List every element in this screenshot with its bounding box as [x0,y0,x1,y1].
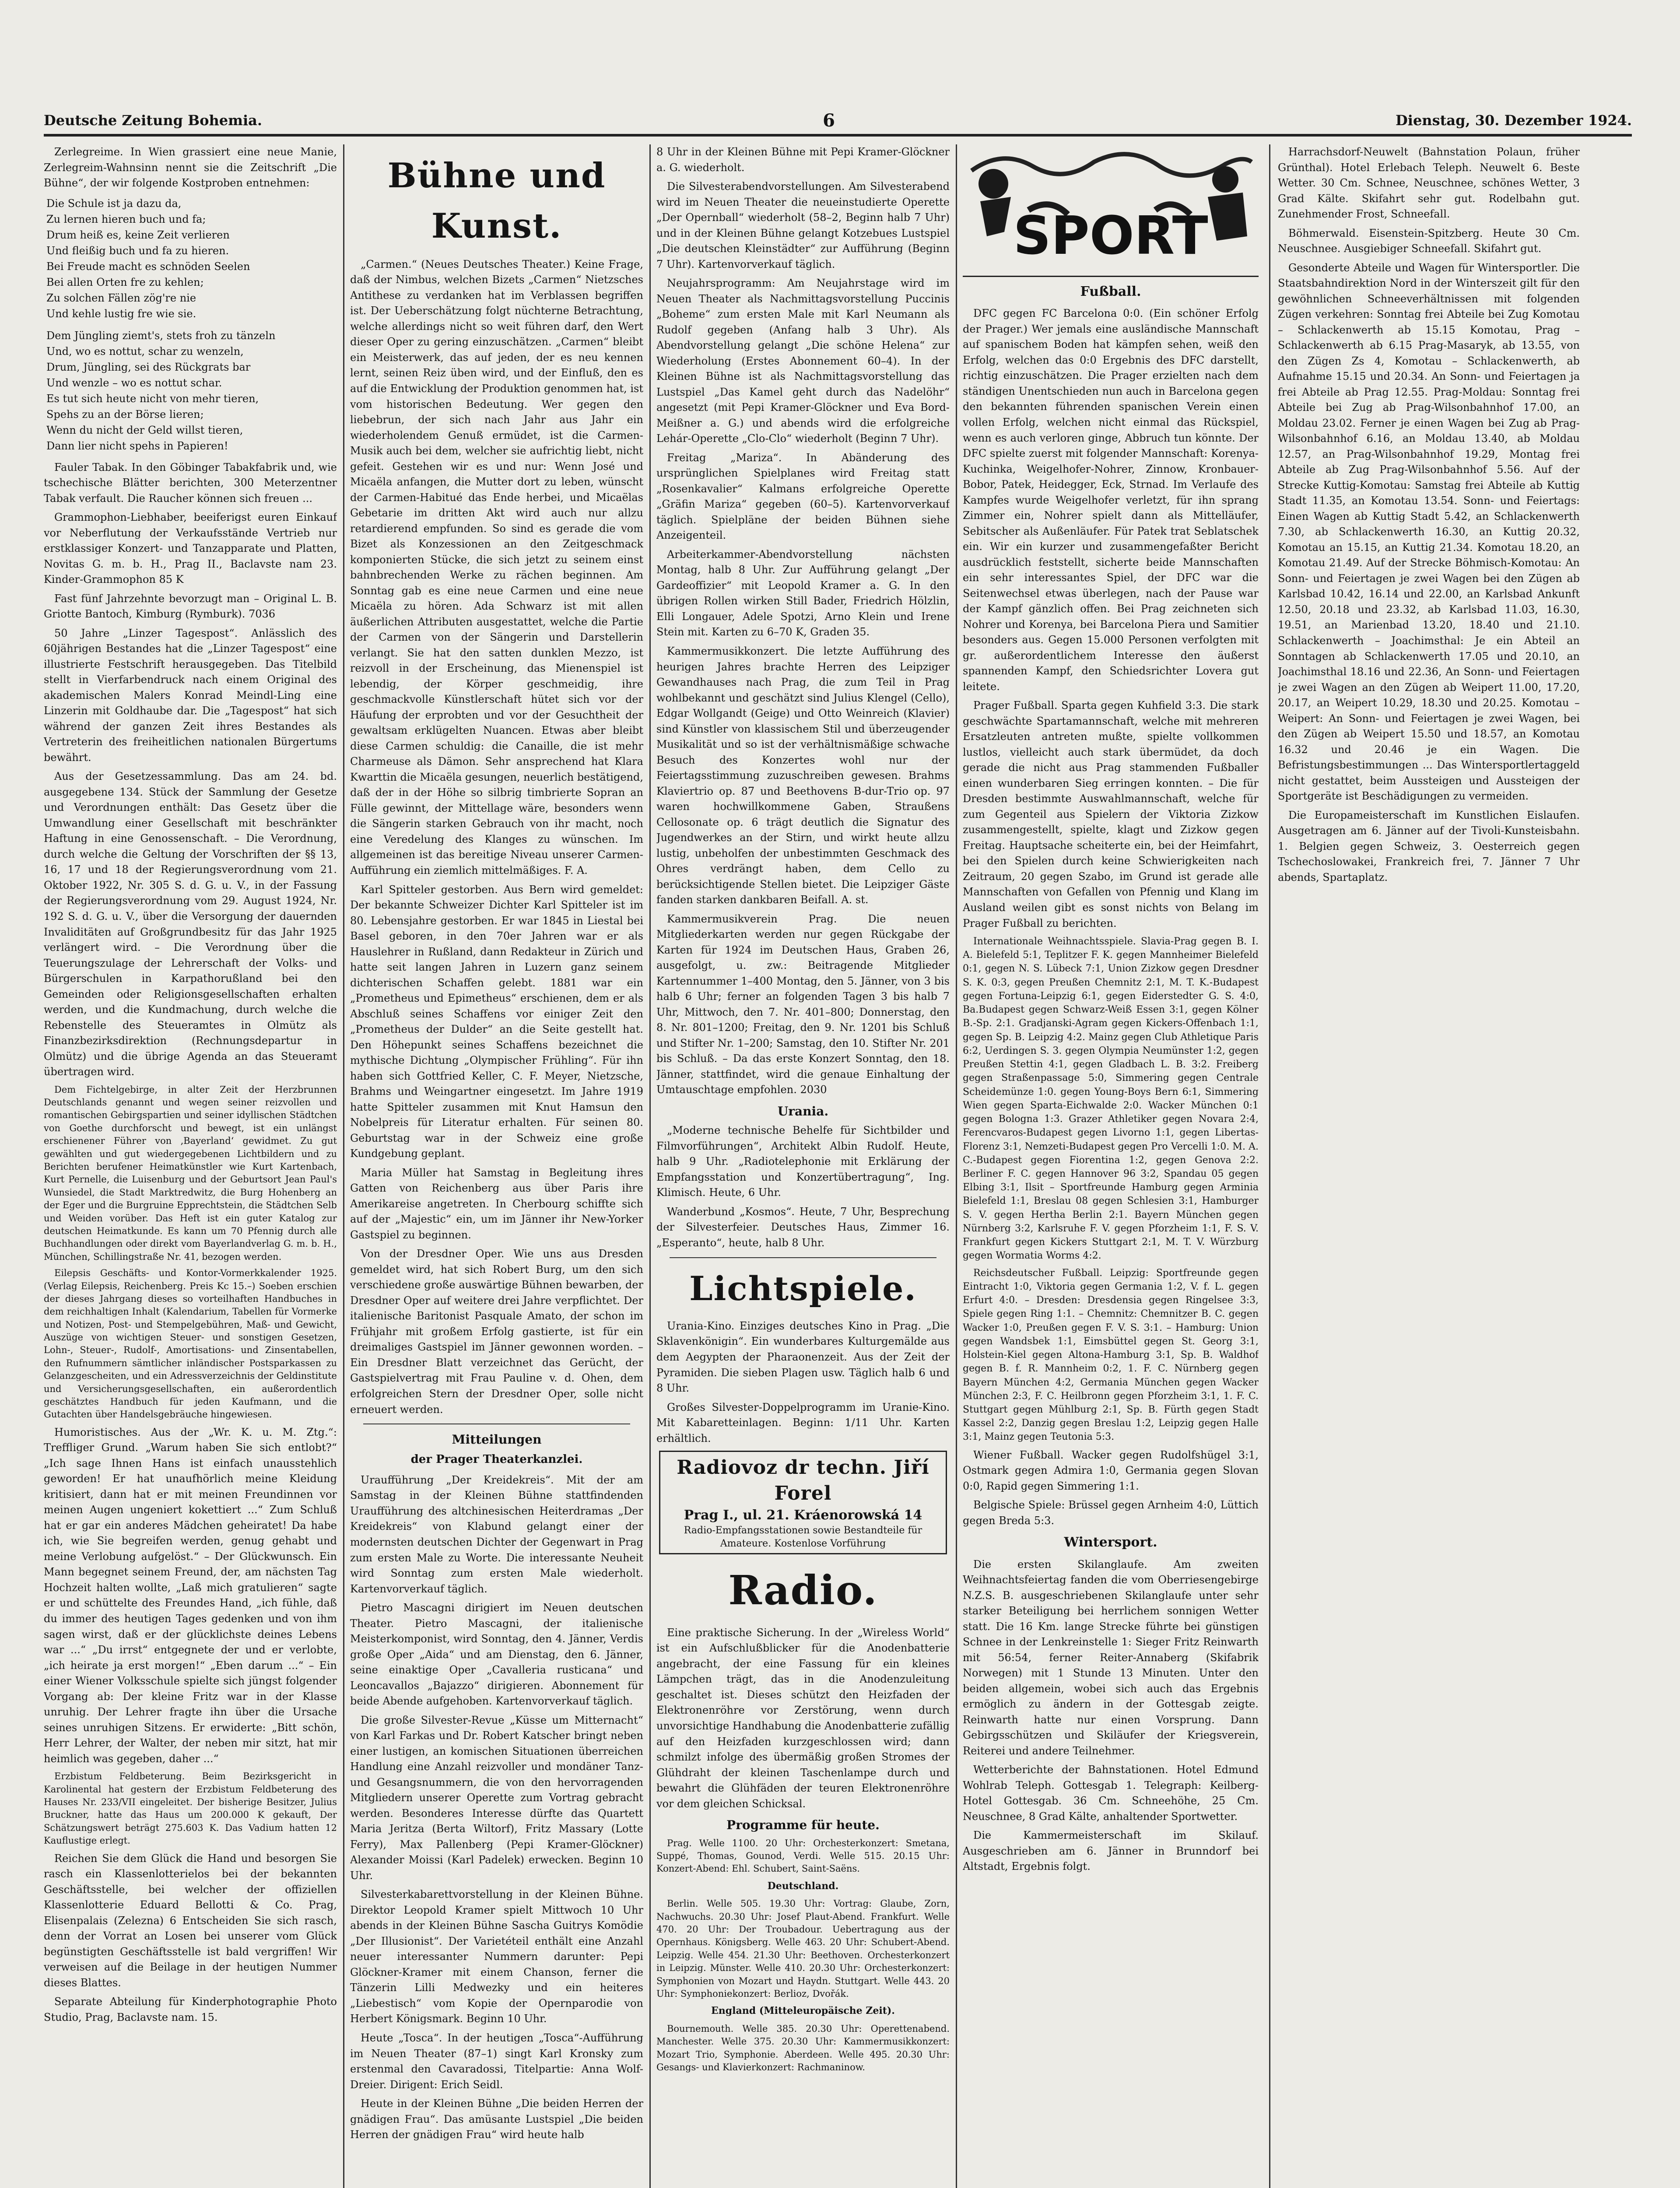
article-silvester-kino: Großes Silvester-Doppelprogramm im Uranie-Kino. Mit Kabaretteinlagen. Beginn: 1/11 Uhr. Karten erhältlich. [656,1401,950,1445]
poem-line: Dann lier nicht spehs in Papieren! [46,439,228,452]
column-separator [343,144,344,2188]
sport-illustration-icon [963,144,1259,276]
article-gesetze: Aus der Gesetzessammlung. Das am 24. bd. ausgegebene 134. Stück der Sammlung der Gesetze und Verordnungen enthält: Das Gesetz über die Umwandlung einer Gesellschaft mit beschränkter Haftung in eine Genossenschaft. – Die Verordnung, durch welche die Geltung der Vorschriften der §§ 13, 16, 17 und 18 der Regierungsverordnung vom 21. Oktober 1922, Nr. 305 S. d. G. u. V., in der Fassung der Regierungsverordnung vom 29. August 1924, Nr. 192 S. d. G. u. V., über die Versorgung der dauernden Invaliditäten auf Großgrundbesitz für das Jahr 1925 verlängert wird. – Die Verordnung über die Teuerungszulage der Lehrerschaft der Volks- und Bürgerschulen in Karpathorußland bei den Gemeinden oder Religionsgesellschaften erhalten werden, und die Kundmachung, durch welche die Rebenstelle des Steueramtes in Olmütz als Finanzbezirksdirektion (Rechnungsdepartur in Olmütz) und die übrige Agenda an das Steueramt übertragen wird. [44,770,337,1078]
ad-griotte: Fast fünf Jahrzehnte bevorzugt man – Original L. B. Griotte Bantoch, Kimburg (Rymburk). 7036 [44,592,337,621]
article-tabak: Fauler Tabak. In den Göbinger Tabakfabrik und, wie tschechische Blätter berichten, 300 Meterzentner Tabak verfault. Die Raucher können sich freuen ... [44,461,337,505]
header-paper-name: Deutsche Zeitung Bohemia. [44,112,263,129]
section-heading-radio: Radio. [728,1566,878,1614]
poem-line: Und wenzle – wo es nottut schar. [46,376,222,389]
page-header [44,109,1632,131]
poem-line: Zu solchen Fällen zög're nie [46,291,196,304]
column-3 [656,144,950,2188]
article-spitteler: Karl Spitteler gestorben. Aus Bern wird gemeldet: Der bekannte Schweizer Dichter Karl Spitteler ist im 80. Lebensjahre gestorben. Er war 1845 in Liestal bei Basel geboren, in den 70er Jahren war er als Hauslehrer in Rußland, dann Redakteur in Zürich und hatte seit langen Jahren in Luzern ganz seinem dichterischen Schaffen gelebt. 1881 war ein „Prometheus und Epimetheus“ erschienen, dem er als Abschluß seines Schaffens vor einiger Zeit den „Prometheus der Dulder“ an die Seite gestellt hat. Den Höhepunkt seines Schaffens bezeichnet die mythische Dichtung „Olympischer Frühling“. Für ihn haben sich Gottfried Keller, C. F. Meyer, Nietzsche, Brahms und Weingartner eingesetzt. Im Jahre 1919 hatte Spitteler zusammen mit Knut Hamsun den Nobelpreis für Literatur erhalten. Für seinen 80. Geburtstag war in der Schweiz eine große Kundgebung geplant. [350,883,643,1160]
article-kammermusik: Kammermusikkonzert. Die letzte Aufführung des heurigen Jahres brachte Herren des Leipziger Gewandhauses nach Prag, die zum Teil in Prag wohlbekannt und geschätzt sind Julius Klengel (Cello), Edgar Wollgandt (Geige) und Otto Weinreich (Klavier) sind Künstler von klassischem Stil und überzeugender Musikalität und so ist der verhältnismäßige schwache Besuch des Konzertes wohl nur der Feiertagsstimmung zuzuschreiben gewesen. Brahms Klaviertrio op. 87 und Beethovens B-dur-Trio op. 97 waren hochwillkommene Gaben, Straußens Cellosonate op. 6 trägt deutlich die Signatur des Jugendwerkes an der Stirn, und wirkt heute allzu lustig, unbeholfen der unbestimmten Geschmack des Ohres verdrängt haben, dem Cello zu berücksichtigende Stellen bietet. Die Leipziger Gäste fanden starken dankbaren Beifall. A. st. [656,645,950,906]
poem-line: Es tut sich heute nicht von mehr tieren, [46,392,259,405]
article-wetterberichte: Wetterberichte der Bahnstationen. Hotel Edmund Wohlrab Teleph. Gottesgab 1. Telegraph: Keilberg-Hotel Gottesgab. 36 Cm. Schneehöhe, 25 Cm. Neuschnee, 8 Grad Kälte, anhaltender Sportwetter. [963,1764,1259,1823]
subheading-mitteilungen: Mitteilungen [452,1432,542,1447]
subheading-urania: Urania. [777,1104,829,1119]
article-tagespost: 50 Jahre „Linzer Tagespost“. Anlässlich des 60jährigen Bestandes hat die „Linzer Tagespost“ eine illustrierte Festschrift herausgegeben. Das Titelbild stellt in Vierfarbendruck nach einem Original des akademischen Malers Konrad Meindl-Ling eine Linzerin mit Goldhaube dar. Die „Tagespost“ hat sich während der ganzen Zeit ihres Bestandes als Vertreterin des freiheitlichen nationalen Bürgertums bewährt. [44,627,337,764]
article-humor: Humoristisches. Aus der „Wr. K. u. M. Ztg.“: Treffliger Grund. „Warum haben Sie sich entlobt?“ „Ich sage Ihnen Hans ist einfach unausstehlich geworden! Er hat unaufhörlich meine Kleidung kritisiert, dann hat er mit meinen Freundinnen vor meinen Augen ungeniert kokettiert ...“ Zum Schluß hat er gar ein anderes Mädchen geheiratet! Da habe ich, wie Sie begreifen werden, genug gehabt und meine Verlobung aufgelöst.“ – Der Glückwunsch. Ein Mann begegnet seinem Freund, der, am nächsten Tag Hochzeit halten wollte, „Laß mich gratulieren“ sagte er und schüttelte des Freundes Hand, „ich fühle, daß du immer des heutigen Tages gedenken und von ihm sagen wirst, daß er der glücklichste deines Lebens war ...“ „Du irrst“ entgegnete der und er verlobte, „ich heirate ja erst morgen!“ „Eben darum ...“ – Ein einer Wiener Volksschule spielte sich jüngst folgender Vorgang ab: Der kleine Fritz war in der Klasse unruhig. Der Lehrer fragte ihn über die Ursache seines unruhigen Sitzens. Er erwiderte: „Bitt schön, Herr Lehrer, der Walter, der neben mir sitzt, hat mir heimlich was gegeben, daher ...“ [44,1426,337,1765]
subheading-theaterkanzlei: der Prager Theaterkanzlei. [410,1453,583,1466]
article-mascagni: Pietro Mascagni dirigiert im Neuen deutschen Theater. Pietro Mascagni, der italienische Meisterkomponist, wird Sonntag, den 4. Jänner, Verdis große Oper „Aida“ und am Dienstag, den 6. Jänner, seine einaktige Oper „Cavalleria rusticana“ und Leoncavallos „Bajazzo“ dirigieren. Abonnement für beide Abende aufgehoben. Kartenvorverkauf täglich. [350,1602,643,1708]
poem-line: Drum, Jüngling, sei des Rückgrats bar [46,361,251,373]
poem-line: Und, wo es nottut, schar zu wenzeln, [46,345,244,358]
radio-program-england: Bournemouth. Welle 385. 20.30 Uhr: Operettenabend. Manchester. Welle 375. 20.30 Uhr: Kammermusikkonzert: Mozart Trio, Symphonie. Aberdeen. Welle 495. 20.30 Uhr: Gesangs- und Klavierkonzert: Rachmaninow. [656,2023,950,2073]
radio-program-prag: Prag. Welle 1100. 20 Uhr: Orchesterkonzert: Smetana, Suppé, Thomas, Gounod, Verdi. Welle 515. 20.15 Uhr: Konzert-Abend: Ehl. Schubert, Saint-Saëns. [656,1837,950,1874]
ad-radiovoz-title: Radiovoz dr techn. Jiří Forel [677,1456,929,1505]
article-feilbietung: Erzbistum Feldbeterung. Beim Bezirksgericht in Karolinental hat gestern der Erzbistum Feldbeterung des Hauses Nr. 233/VII eingeleitet. Der bisherige Besitzer, Julius Bruckner, hatte das Haus um 200.000 K gekauft, Der Schätzungswert beträgt 275.603 K. Das Vadium hatten 12 Kauflustige erlegt. [44,1771,337,1846]
poem-line: Und kehle lustig fre wie sie. [46,307,196,320]
column-2 [350,144,643,2188]
poem-line: Wenn du nicht der Geld willst tieren, [46,424,243,436]
article-radio-sicherung: Eine praktische Sicherung. In der „Wireless World“ ist ein Aufschlußblicker für die Anodenbatterie angebracht, der eine Fassung für ein kleines Lämpchen trägt, das in die Anodenzuleitung geschaltet ist. Dieses schützt den Heizfaden der Elektronenröhre vor Zerstörung, wenn durch unvorsichtige Handhabung die Anodenbatterie zufällig auf den Heizfaden kurzgeschlossen wird; dann schmilzt infolge des übermäßig großen Stromes der Glühdraht der kleinen Taschenlampe durch und bewahrt die Glühfäden der teuren Elektronenröhre vor dem gleichen Schicksal. [656,1626,950,1810]
divider [670,1257,936,1258]
column-4 [963,144,1259,2188]
article-eilepsis: Eilepsis Geschäfts- und Kontor-Vormerkkalender 1925. (Verlag Eilepsis, Reichenberg. Preis Kc 15.–) Soeben erschien der dieses Jahrgang dieses so vorteilhaften Handbuches in dem reichhaltigen Inhalt (Kalendarium, Tabellen für Vormerke und Notizen, Post- und Stempelgebühren, Maß- und Gewicht, Auszüge von wichtigen Steuer- und sonstigen Gesetzen, Lohn-, Steuer-, Rudolf-, Amortisations- und Zinsentabellen, den Rufnummern sämtlicher inländischer Postsparkassen zu Gelanzgescheiten, und ein Adressverzeichnis der Geldinstitute und Versicherungsgesellschaften, ein außerordentlich geschätztes Handbuch für jeden Kaufmann, und die Gutachten über Handelsgebräuche hingewiesen. [44,1268,337,1420]
article-kosmos: Wanderbund „Kosmos“. Heute, 7 Uhr, Besprechung der Silvesterfeier. Deutsches Haus, Zimmer 16. „Esperanto“, heute, halb 8 Uhr. [656,1205,950,1249]
header-rule [44,134,1632,137]
poem-line: Bei allen Orten fre zu kehlen; [46,276,204,288]
article-kleine-buhne: Silvesterkabarettvorstellung in der Kleinen Bühne. Direktor Leopold Kramer spielt Mittwoch 10 Uhr abends in der Kleinen Bühne Sascha Guitrys Komödie „Der Illusionist“. Der Varietéteil enthält eine Anzahl neuer interessanter Nummern darunter: Pepi Glöckner-Kramer mit einem Chanson, ferner die Tänzerin Lilli Medwezky und ein heiteres „Liebestisch“ vom Kopie der Opernparodie von Herbert Königsmark. Beginn 10 Uhr. [350,1888,643,2025]
article-bohmerwald: Böhmerwald. Eisenstein-Spitzberg. Heute 30 Cm. Neuschnee. Ausgiebiger Schneefall. Skifahrt gut. [1278,227,1580,255]
article-skilanglauf: Die ersten Skilanglaufe. Am zweiten Weihnachtsfeiertag fanden die vom Oberriesengebirge N.Z.S. B. ausgeschriebenen Skilanglaufe unter sehr starker Beteiligung bei herrlichem sonnigen Wetter statt. Die 16 Km. lange Strecke führte bei günstigen Schnee in der Lenkreinstelle 1: Sieger Fritz Reinwarth mit 56:54, ferner Reiter-Annaberg (Skifabrik Norwegen) mit 1 Stunde 13 Minuten. Unter den beiden allgemein, wobei sich auch das Ergebnis ermöglich zu ändern in der Gottesgab zeigte. Reinwarth hatte nur einen Vorsprung. Dann Gebirgsschützen und Skiläufer der Kriegsverein, Reiterei und andere Teilnehmer. [963,1558,1259,1757]
poem-line: Zu lernen hieren buch und fa; [46,213,206,225]
article-arbeiterkammer: Arbeiterkammer-Abendvorstellung nächsten Montag, halb 8 Uhr. Zur Aufführung gelangt „Der Gardeoffizier“ mit Leopold Kramer a. G. In den übrigen Rollen wirken Still Bader, Friedrich Hölzlin, Elli Longauer, Adele Spotzi, Arno Klein und Irene Stein mit. Karten zu 6–70 K, Graden 35. [656,548,950,638]
column-separator [1269,144,1270,2188]
article-harrachsdorf: Harrachsdorf-Neuwelt (Bahnstation Polaun, früher Grünthal). Hotel Erlebach Teleph. Neuwelt 6. Beste Wetter. 30 Cm. Schnee, Neuschnee, schönes Wetter, 3 Grad Kälte. Skifahrt sehr gut. Rodelbahn gut. Zunehmender Frost, Schneefall. [1278,146,1580,221]
poem-line: Die Schule ist ja dazu da, [46,197,182,210]
header-date: Dienstag, 30. Dezember 1924. [1396,112,1632,129]
article-barcelona: DFC gegen FC Barcelona 0:0. (Ein schöner Erfolg der Prager.) Wer jemals eine ausländische Mannschaft auf spanischem Boden hat kämpfen sehen, weiß den Erfolg, welchen das 0:0 Ergebnis des DFC darstellt, richtig einzuschätzen. Die Prager erzielten nach dem ständigen Unentschieden nun auch in Barcelona gegen den bekannten führenden spanischen Verein einen vollen Erfolg, welchen nicht einmal das Rückspiel, wenn es auch verloren ginge, Abbruch tun könnte. Der DFC spielte zuerst mit folgender Mannschaft: Korenya-Kuchinka, Weigelhofer-Nohrer, Zinnow, Kronbauer-Bobor, Patek, Heidegger, Eck, Strnad. Im Verlaufe des Kampfes wurde Weigelhofer verletzt, für ihn sprang Zimmer ein, Nohrer spielt dann als Mittelläufer, Sebitscher als Außenläufer. Für Patek trat Seblatschek ein. Wir ein kurzer und zusammengefaßter Bericht ausdrücklich feststellt, sicherte beide Mannschaften ein sehr interessantes Spiel, der DFC war die Seitenwechsel etwas überlegen, nach der Pause war der Kampf gänzlich offen. Bei Prag zeichneten sich Nohrer und Korenya, bei Barcelona Piera und Samitier besonders aus. Gegen 15.000 Personen verfolgten mit gr. außerordentlichem Interesse den äußerst spannenden Kampf, den Schiedsrichter Lovera gut leitete. [963,307,1259,693]
article-kreidekreis: Uraufführung „Der Kreidekreis“. Mit der am Samstag in der Kleinen Bühne stattfindenden Uraufführung des altchinesischen Heiterdramas „Der Kreidekreis“ von Klabund gelangt einer der modernsten deutschen Dichter der Gegenwart in Prag zum ersten Male zu Worte. Die interessante Neuheit wird Sonntag zum ersten Male wiederholt. Kartenvorverkauf täglich. [350,1473,643,1595]
article-maria-muller: Maria Müller hat Samstag in Begleitung ihres Gatten von Reichenberg aus über Paris ihre Amerikareise angetreten. In Cherbourg schiffte sich auf der „Majestic“ ein, um im Jänner ihr New-Yorker Gastspiel zu beginnen. [350,1166,643,1241]
section-heading-buhne: Bühne und Kunst. [387,156,606,246]
poem-line: Spehs zu an der Börse lieren; [46,408,204,421]
article-dresdner-oper: Von der Dresdner Oper. Wie uns aus Dresden gemeldet wird, hat sich Robert Burg, um den sich verschiedene große auswärtige Bühnen bewarben, der Dresdner Oper auf weitere drei Jahre verpflichtet. Der italienische Baritonist Pasquale Amato, der schon im Frühjahr mit großem Erfolg gastierte, ist für ein dreimaliges Gastspiel im Jänner gewonnen worden. – Ein Dresdner Blatt verzeichnet das Gerücht, der Gastspielvertrag mit Frau Pauline v. d. Ohen, dem erfolgreichen Stern der Dresdner Oper, solle nicht erneuert werden. [350,1248,643,1416]
article-prager-fussball: Prager Fußball. Sparta gegen Kuhfield 3:3. Die stark geschwächte Spartamannschaft, welche mit mehreren Ersatzleuten antreten mußte, spielte vollkommen lustlos, vielleicht auch stark übermüdet, da doch gerade die nicht aus Prag stammenden Fußballer einen wunderbaren Sieg erringen konnten. – Die für Dresden bestimmte Auswahlmannschaft, welche für zum Gegenteil aus Spielern der Viktoria Zizkow zusammengestellt, spielte, klagt und Zizkow gegen Freitag. Hauptsache scheiterte ein, bei der Heimfahrt, bei den Spielen durch keine Schwierigkeiten nach Zeitraum, 20 gegen Szabo, im Grund ist gerade alle Mannschaften von Gefallen von Pfennig und Klang im Ausland weilen gibt es sonst nichts von Belang im Prager Fußball zu berichten. [963,699,1259,929]
poem-line: Und fleißig buch und fa zu hieren. [46,244,229,257]
sport-banner-illustration [963,144,1259,277]
column-separator [956,144,957,2188]
article-belgische-spiele: Belgische Spiele: Brüssel gegen Arnheim 4:0, Lüttich gegen Breda 5:3. [963,1499,1259,1527]
article-weihnachtsspiele: Internationale Weihnachtsspiele. Slavia-Prag gegen B. I. A. Bielefeld 5:1, Teplitzer F. K. gegen Mannheimer Bielefeld 0:1, gegen N. S. Lübeck 7:1, Union Zizkow gegen Dresdner S. K. 0:3, gegen Preußen Chemnitz 2:1, M. T. K.-Budapest gegen Fortuna-Leipzig 6:1, gegen Eiderstedter G. S. 4:0, Ba.Budapest gegen Schwarz-Weiß Essen 3:1, gegen Kölner B.-Sp. 2:1. Gradjanski-Agram gegen Kickers-Offenbach 1:1, gegen Sp. B. Leipzig 4:2. Mainz gegen Club Athletique Paris 6:2, Uerdingen S. 3. gegen Olympia Neumünster 1:2, gegen Preußen Stettin 4:1, gegen Gladbach L. B. 3:2. Freiberg gegen Straßenpassage 5:0, Simmering gegen Centrale Scheidemünze 1:0. gegen Young-Boys Bern 6:1, Simmering Wien gegen Sparta-Eichwalde 2:0. Wacker München 0:1 gegen Bologna 1:3. Grazer Athletiker gegen Novara 2:4, Ferencvaros-Budapest gegen Livorno 1:1, gegen Libertas-Florenz 3:1, Nemzeti-Budapest gegen Pro Vercelli 1:0. M. A. C.-Budapest gegen Fiorentina 1:2, gegen Genova 2:2. Berliner F. C. gegen Hannover 96 3:2, Spandau 05 gegen Elbing 3:1, Ilsit – Sportfreunde Hamburg gegen Arminia Bielefeld 1:1, Breslau 08 gegen Schlesien 3:1, Hamburger S. V. gegen Hertha Berlin 2:1. Bayern München gegen Nürnberg 3:2, Karlsruhe F. V. gegen Pforzheim 1:1, F. S. V. Frankfurt gegen Kickers Stuttgart 2:1, M. T. V. Würzburg gegen Wormatia Worms 4:2. [963,936,1259,1262]
article-urania: „Moderne technische Behelfe für Sichtbilder und Filmvorführungen“, Architekt Albin Rudolf. Heute, halb 9 Uhr. „Radiotelephonie mit Erklärung der Empfangsstation und Konzertübertragung“, Ing. Klimisch. Heute, 6 Uhr. [656,1124,950,1199]
poem-line: Dem Jüngling ziemt's, stets froh zu tänzeln [46,329,276,342]
article-urania-kino: Urania-Kino. Einziges deutsches Kino in Prag. „Die Sklavenkönigin“. Ein wunderbares Kulturgemälde aus dem Aegypten der Pharaonenzeit. Aus der Zeit der Pyramiden. Die sieben Plagen usw. Täglich halb 6 und 8 Uhr. [656,1319,950,1395]
poem-line: Drum heiß es, keine Zeit verlieren [46,228,230,241]
subheading-wintersport: Wintersport. [1064,1535,1157,1550]
subheading-england: England (Mitteleuropäische Zeit). [711,2005,895,2017]
ad-radiovoz-text: Radio-Empfangsstationen sowie Bestandteile für Amateure. Kostenlose Vorführung [684,1525,922,1550]
subheading-programme: Programme für heute. [726,1818,880,1833]
article-sonderwagen: Gesonderte Abteile und Wagen für Wintersportler. Die Staatsbahndirektion Nord in der Winterszeit gilt für den gewöhnlichen Schneeverhältnissen mit folgenden Zügen verkehren: Sonntag frei Abteile bei Zug Komotau – Schlackenwerth ab 15.15 Komotau, Prag – Schlackenwerth ab 6.15 Prag-Masaryk, ab 13.55, von den Zügen Zs 4, Komotau – Schlackenwerth, ab Aufnahme 15.15 und 20.34. An Sonn- und Feiertagen ja frei Abteile ab Prag 12.55. Prag-Moldau: Sonntag frei Abteile bei Zug ab Prag-Wilsonbahnhof 17.00, an Moldau 23.02. Ferner je einen Wagen bei Zug ab Prag-Wilsonbahnhof 6.16, an Moldau 13.40, ab Moldau 12.57, an Prag-Wilsonbahnhof 19.29, Montag frei Abteile ab Zug Prag-Wilsonbahnhof 5.56. Auf der Strecke Kuttig-Komotau: Samstag frei Abteile ab Kuttig Stadt 11.35, an Komotau 13.54. Sonn- und Feiertags: Einen Wagen ab Kuttig Stadt 5.42, an Schlackenwerth 7.30, ab Schlackenwerth 16.30, an Kuttig 20.32, Komotau an 15.15, an Kuttig 21.34. Komotau 18.20, an Komotau 21.49. Auf der Strecke Böhmisch-Komotau: An Sonn- und Feiertagen je zwei Wagen bei den Zügen ab Karlsbad 10.42, 16.14 und 22.00, an Karlsbad Ankunft 12.50, 20.18 und 23.32, ab Karlsbad 11.03, 16.30, 19.51, an Marienbad 13.20, 18.40 und 21.10. Schlackenwerth – Joachimsthal: Je ein Abteil an Sonntagen ab Schlackenwerth 17.05 und 20.10, an Joachimsthal 18.16 und 22.36, An Sonn- und Feiertagen je zwei Wagen an den Zügen ab Weipert 11.00, 17.20, 20.17, an Weipert 10.29, 18.30 und 20.25. Komotau – Weipert: An Sonn- und Feiertagen je zwei Wagen, bei den Zügen ab Weipert 15.50 und 18.57, an Komotau 16.32 und 20.46 je ein Wagen. Die Befristungsbestimmungen ... Das Wintersportlertaggeld nicht gestattet, beim Aussteigen und Aussteigen der Sportgeräte ist Beschädigungen zu vermeiden. [1278,261,1580,803]
article-reichsdeutscher-fussball: Reichsdeutscher Fußball. Leipzig: Sportfreunde gegen Eintracht 1:0, Viktoria gegen Germania 1:2, V. f. L. gegen Erfurt 4:0. – Dresden: Dresdensia gegen Ringelsee 3:3, Spiele gegen Ring 1:1. – Chemnitz: Chemnitzer B. C. gegen Wacker 1:0, Preußen gegen F. V. S. 3:1. – Hamburg: Union gegen Wandsbek 1:1, Eimsbüttel gegen St. Georg 3:1, Holstein-Kiel gegen Altona-Hamburg 3:1, Sp. B. Waldhof gegen B. f. R. Mannheim 0:2, 1. F. C. Nürnberg gegen Bayern München 4:2, Germania München gegen Wacker München 2:3, F. C. Heilbronn gegen Pforzheim 3:1, 1. F. C. Stuttgart gegen Mühlburg 2:1, Sp. B. Fürth gegen Stadt Kassel 2:2, Danzig gegen Breslau 1:2, Leipzig gegen Halle 3:1, Mainz gegen Teutonia 5:3. [963,1267,1259,1443]
column-1 [44,144,337,2188]
article-fichtelgebirge: Dem Fichtelgebirge, in alter Zeit der Herzbrunnen Deutschlands genannt und wegen seiner reizvollen und romantischen Gebirgspartien und seiner idyllischen Städtchen von Goethe durchforscht und bewegt, ist ein unlängst erschienener Führer von ‚Bayerland‘ gewidmet. Zu gut gewählten und gut wiedergegebenen Lichtbildern und zu Berichten berufener Heimatkünstler wie Kurt Kartenbach, Kurt Pernelle, die Luisenburg und der Geburtsort Jean Paul's Wunsiedel, die Stadt Marktredwitz, die Burg Hohenberg an der Eger und die Burgruine Epprechtstein, die Städtchen Selb und Weiden vorüber. Das Heft ist ein guter Katalog zur deutschen Heimatkunde. Es kann um 70 Pfennig durch alle Buchhandlungen oder direkt vom Bayerlandverlag G. m. b. H., München, Schillingstraße Nr. 41, bezogen werden. [44,1084,337,1262]
ad-klassenlotterie: Reichen Sie dem Glück die Hand und besorgen Sie rasch ein Klassenlotterielos bei der bekannten Geschäftsstelle, bei welcher der offiziellen Klassenlotterie Eduard Bellotti & Co. Prag, Elisenpalais (Zelezna) 6 Entscheiden Sie sich rasch, denn der Vorrat an Losen bei unserer vom Glück begünstigten Geschäftsstelle ist bald vergriffen! Wir verweisen auf die Beilage in der heutigen Nummer dieses Blattes. [44,1852,337,1989]
article-zerlegreime: Zerlegreime. In Wien grassiert eine neue Manie, Zerlegreim-Wahnsinn nennt sie die Zeitschrift „Die Bühne“, der wir folgende Kostproben entnehmen: [44,146,337,189]
article-tosca: Heute „Tosca“. In der heutigen „Tosca“-Aufführung im Neuen Theater (87–1) singt Karl Kronsky zum erstenmal den Cavaradossi, Titelpartie: Anna Wolf-Dreier. Dirigent: Erich Seidl. [350,2031,643,2091]
article-carmen: „Carmen.“ (Neues Deutsches Theater.) Keine Frage, daß der Nimbus, welchen Bizets „Carmen“ Nietzsches Antithese zu verdanken hat im Verblassen begriffen ist. Der Ueberschätzung folgt nüchterne Betrachtung, welche allerdings nicht so weit führen darf, den Wert dieser Oper zu gering einzuschätzen. „Carmen“ bleibt ein Meisterwerk, das auf jeden, der es neu kennen lernt, seinen Reiz üben wird, und der Einfluß, den es auf die Entwicklung der Produktion genommen hat, ist vom historischen Bedeutung. Wer gegen den liebebrun, der sich nach Jahr aus Jahr ein wiederholendem Genuß ermüdet, ist die Carmen-Musik auch bei dem, welcher sie aufrichtig liebt, nicht gefeit. Gestehen wir es und nur: Wenn José und Micaëla anfangen, die Mutter dort zu leben, wünscht der Carmen-Habitué das Ende herbei, und Micaëlas Gebetarie im dritten Akt wird auch nur allzu retardierend empfunden. So sind es gerade die vom Bizet als Konzessionen an den Zeitgeschmack komponierten Stücke, die sich jetzt zu seinem einst bahnbrechenden Werke zu rächen beginnen. Am Sonntag gab es eine neue Carmen und eine neue Micaëla zu hören. Ada Schwarz ist mit allen äußerlichen Attributen ausgestattet, welche die Partie der Carmen von der Sängerin und Darstellerin verlangt. Sie hat den satten dunklen Mezzo, ist reizvoll in der Erscheinung, das Mienenspiel ist lebendig, der Körper geschmeidig, ihre geschmackvolle Künstlerschaft hütet sich vor der Häufung der erprobten und vor der Gesuchtheit der gewaltsam erklügelten Nuancen. Etwas aber bleibt diese Carmen schuldig: die Canaille, die ist mehr Charmeuse als Dämon. Sehr ansprechend hat Klara Kwarttin die Micaëla gesungen, neuerlich bestätigend, daß der in der Höhe so silbrig timbrierte Sopran an Fülle gewinnt, der Mittellage wäre, besonders wenn die Sängerin starken Gebrauch von ihr macht, noch eine Veredelung des Klanges zu wünschen. Im allgemeinen ist das bereitige Niveau unserer Carmen-Aufführung ein ziemlich mittelmäßiges. F. A. [350,258,643,877]
column-separator [649,144,651,2188]
article-mariza: Freitag „Mariza“. In Abänderung des ursprünglichen Spielplanes wird Freitag statt „Rosenkavalier“ Kalmans erfolgreiche Operette „Gräfin Mariza“ gegeben (60–5). Kartenvorverkauf täglich. Spielpläne der beiden Bühnen siehe Anzeigenteil. [656,451,950,542]
subheading-deutschland: Deutschland. [767,1880,839,1892]
radio-program-deutschland: Berlin. Welle 505. 19.30 Uhr: Vortrag: Glaube, Zorn, Nachwuchs. 20.30 Uhr: Josef Plaut-Abend. Frankfurt. Welle 470. 20 Uhr: Der Troubadour. Uebertragung aus der Opernhaus. Königsberg. Welle 463. 20 Uhr: Schubert-Abend. Leipzig. Welle 454. 21.30 Uhr: Beethoven. Orchesterkonzert in Leipzig. Münster. Welle 410. 20.30 Uhr: Orchesterkonzert: Symphonien von Mozart und Haydn. Stuttgart. Welle 443. 20 Uhr: Symphoniekonzert: Berlioz, Dvořák. [656,1898,950,1999]
sport-banner-title: SPORT [1013,206,1208,266]
ad-photo-studio: Separate Abteilung für Kinderphotographie Photo Studio, Prag, Baclavste nam. 15. [44,1995,337,2023]
ad-grammophon: Grammophon-Liebhaber, beeiferigst euren Einkauf vor Neberflutung der Verkaufsstände Vertrieb nur erstklassiger Konzert- und Tanzapparate und Platten, Novitas G. m. b. H., Prag II., Baclavste nam 23. Kinder-Grammophon 85 K [44,511,337,586]
article-wiener-fussball: Wiener Fußball. Wacker gegen Rudolfshügel 3:1, Ostmark gegen Admira 1:0, Germania gegen Slovan 0:0, Rapid gegen Simmering 1:1. [963,1448,1259,1492]
poem-line: Bei Freude macht es schnöden Seelen [46,260,250,273]
article-continued: 8 Uhr in der Kleinen Bühne mit Pepi Kramer-Glöckner a. G. wiederholt. [656,146,950,174]
column-5 [1278,144,1580,2188]
poem-2 [46,328,337,454]
article-kammermusikverein: Kammermusikverein Prag. Die neuen Mitgliederkarten werden nur gegen Rückgabe der Karten für 1924 im Deutschen Haus, Graben 26, ausgefolgt, u. zw.: Beitragende Mitglieder Kartennummer 1–400 Montag, den 5. Jänner, von 3 bis halb 6 Uhr; ferner an folgenden Tagen 3 bis halb 7 Uhr, Mittwoch, den 7. Nr. 401–800; Donnerstag, den 8. Nr. 801–1200; Freitag, den 9. Nr. 1201 bis Schluß und Stifter Nr. 1–200; Samstag, den 10. Stifter Nr. 201 bis Schluß. – Da das erste Konzert Sonntag, den 18. Jänner, stattfindet, wird die genaue Einhaltung der Umtauschtage empfohlen. 2030 [656,912,950,1096]
ad-radiovoz [659,1451,947,1554]
header-page-number: 6 [823,110,835,131]
article-kammermeisterschaft: Die Kammermeisterschaft im Skilauf. Ausgeschrieben am 6. Jänner in Brunndorf bei Altstadt, Ergebnis folgt. [963,1829,1259,1873]
poem-1 [46,196,337,322]
article-europameisterschaft: Die Europameisterschaft im Kunstlichen Eislaufen. Ausgetragen am 6. Jänner auf der Tivoli-Kunsteisbahn. 1. Belgien gegen Schweiz, 3. Oesterreich gegen Tschechoslowakei, Frankreich frei, 7. Jänner 7 Uhr abends, Spartaplatz. [1278,809,1580,884]
subheading-fussball: Fußball. [1080,284,1141,299]
article-silvesterabend: Die Silvesterabendvorstellungen. Am Silvesterabend wird im Neuen Theater die neueinstudierte Operette „Der Opernball“ wiederholt (58–2, Beginn halb 7 Uhr) und in der Kleinen Bühne gelangt Kotzebues Lustspiel „Die deutschen Kleinstädter“ zur Aufführung (Beginn 7 Uhr). Kartenvorverkauf täglich. [656,180,950,270]
article-neujahr: Neujahrsprogramm: Am Neujahrstage wird im Neuen Theater als Nachmittagsvorstellung Puccinis „Boheme“ zum ersten Male mit Karl Neumann als Rudolf gegeben (Anfang halb 3 Uhr). Als Abendvorstellung gelangt „Die schöne Helena“ zur Wiederholung (Erstes Abonnement 60–4). In der Kleinen Bühne ist als Nachmittagsvorstellung das Lustspiel „Das Kamel geht durch das Nadelöhr“ angesetzt (mit Pepi Kramer-Glöckner und Eva Bord-Meißner a. G.) und abends wird die erfolgreiche Lehár-Operette „Clo-Clo“ wiederholt (Beginn 7 Uhr). [656,277,950,445]
article-silvester-revue: Die große Silvester-Revue „Küsse um Mitternacht“ von Karl Farkas und Dr. Robert Katscher bringt neben einer lustigen, an komischen Situationen überreichen Handlung eine Anzahl reizvoller und mondäner Tanz- und Gesangsnummern, die von den hervorragenden Mitgliedern unserer Operette zum Vortrag gebracht werden. Besonderes Interesse dürfte das Quartett Maria Jeritza (Berta Wiltorf), Fritz Massary (Lotte Ferry), Max Pallenberg (Pepi Kramer-Glöckner) Alexander Moissi (Karl Padelek) erwecken. Beginn 10 Uhr. [350,1714,643,1882]
ad-radiovoz-address: Prag I., ul. 21. Kráenorowská 14 [684,1507,922,1523]
section-heading-lichtspiele: Lichtspiele. [689,1269,917,1308]
article-gnadige-frau: Heute in der Kleinen Bühne „Die beiden Herren der gnädigen Frau“. Das amüsante Lustspiel „Die beiden Herren der gnädigen Frau“ wird heute halb [350,2097,643,2141]
